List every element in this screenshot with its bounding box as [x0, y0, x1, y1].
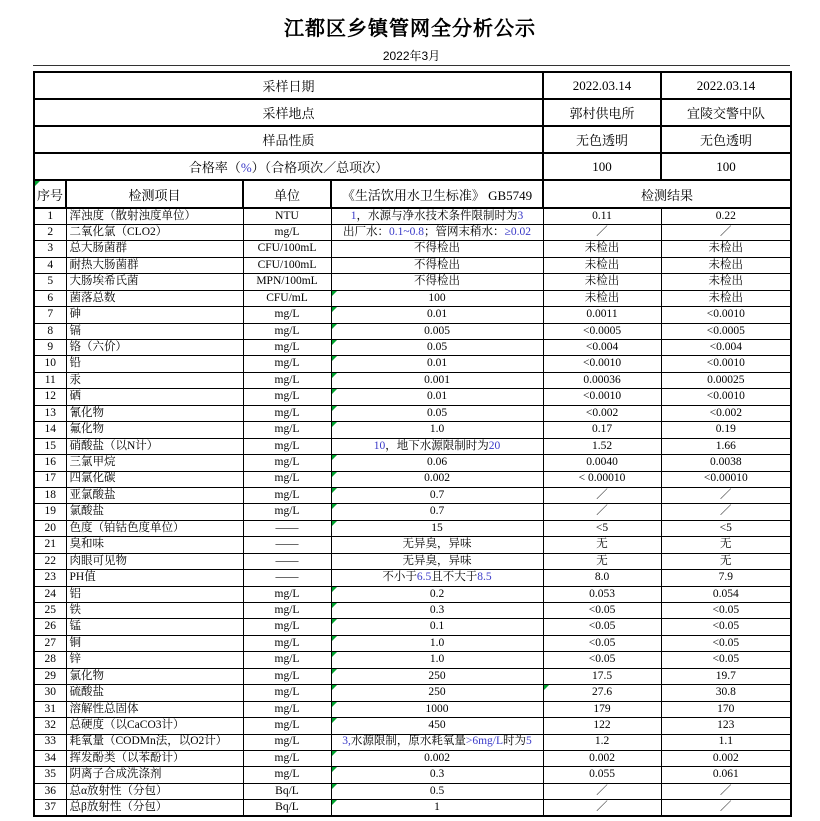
item-name: 总大肠菌群 [66, 241, 243, 257]
info-value-2: 100 [661, 153, 791, 180]
table-row [34, 635, 791, 651]
table-row [34, 438, 791, 454]
standard-limit: 10，地下水源限制时为20 [331, 438, 543, 454]
item-name: 大肠埃希氏菌 [66, 274, 243, 290]
result-2: <0.004 [661, 340, 791, 356]
item-name: 耗氧量（CODMn法，以O2计） [66, 734, 243, 750]
table-row [34, 668, 791, 684]
result-2: 0.0038 [661, 455, 791, 471]
result-2: 0.002 [661, 750, 791, 766]
item-name: 铝 [66, 586, 243, 602]
standard-limit: 0.7 [331, 487, 543, 503]
result-1: 未检出 [543, 257, 661, 273]
row-number: 2 [34, 224, 66, 240]
row-number: 27 [34, 635, 66, 651]
table-row [34, 701, 791, 717]
table-row [34, 323, 791, 339]
result-2: <0.05 [661, 635, 791, 651]
info-rows [34, 72, 791, 180]
info-label: 采样地点 [34, 99, 543, 126]
standard-limit: 不得检出 [331, 274, 543, 290]
standard-limit: 3,水源限制，原水耗氧量>6mg/L时为5 [331, 734, 543, 750]
unit: —— [243, 520, 331, 536]
result-1: 1.2 [543, 734, 661, 750]
table-row [34, 208, 791, 224]
unit: mg/L [243, 372, 331, 388]
unit: mg/L [243, 586, 331, 602]
result-2: <0.0005 [661, 323, 791, 339]
row-number: 13 [34, 405, 66, 421]
unit: mg/L [243, 734, 331, 750]
table-row [34, 750, 791, 766]
unit: —— [243, 553, 331, 569]
result-1: <0.0010 [543, 389, 661, 405]
table-row [34, 718, 791, 734]
info-row [34, 153, 791, 180]
column-header-row [34, 180, 791, 208]
row-number: 10 [34, 356, 66, 372]
result-1: 179 [543, 701, 661, 717]
row-number: 3 [34, 241, 66, 257]
result-1: <0.05 [543, 652, 661, 668]
result-1: 未检出 [543, 274, 661, 290]
result-2: 1.66 [661, 438, 791, 454]
standard-limit: 0.001 [331, 372, 543, 388]
unit: NTU [243, 208, 331, 224]
row-number: 37 [34, 800, 66, 816]
result-2: <0.05 [661, 603, 791, 619]
standard-limit: 1.0 [331, 652, 543, 668]
result-2: ／ [661, 504, 791, 520]
row-number: 12 [34, 389, 66, 405]
result-1: <0.004 [543, 340, 661, 356]
standard-limit: 0.1 [331, 619, 543, 635]
standard-limit: 0.002 [331, 471, 543, 487]
standard-limit: 0.3 [331, 767, 543, 783]
info-value-2: 宜陵交警中队 [661, 99, 791, 126]
row-number: 17 [34, 471, 66, 487]
page-title: 江都区乡镇管网全分析公示 [284, 18, 536, 40]
row-number: 16 [34, 455, 66, 471]
column-header-item: 检测项目 [66, 180, 243, 208]
info-value-1: 100 [543, 153, 661, 180]
unit: —— [243, 570, 331, 586]
result-2: 无 [661, 553, 791, 569]
result-1: 8.0 [543, 570, 661, 586]
result-1: < 0.00010 [543, 471, 661, 487]
result-1: <0.0010 [543, 356, 661, 372]
result-2: 1.1 [661, 734, 791, 750]
result-2: <0.05 [661, 619, 791, 635]
result-1: 0.002 [543, 750, 661, 766]
unit: mg/L [243, 323, 331, 339]
table-row [34, 603, 791, 619]
item-name: 阴离子合成洗涤剂 [66, 767, 243, 783]
unit: mg/L [243, 356, 331, 372]
unit: mg/L [243, 668, 331, 684]
row-number: 32 [34, 718, 66, 734]
unit: mg/L [243, 603, 331, 619]
info-row [34, 72, 791, 99]
info-value-1: 无色透明 [543, 126, 661, 153]
row-number: 33 [34, 734, 66, 750]
unit: CFU/100mL [243, 241, 331, 257]
row-number: 23 [34, 570, 66, 586]
result-1: 1.52 [543, 438, 661, 454]
table-row [34, 767, 791, 783]
table-row [34, 307, 791, 323]
info-label: 合格率（%）（合格项次／总项次） [34, 153, 543, 180]
result-1: <5 [543, 520, 661, 536]
standard-limit: 1.0 [331, 422, 543, 438]
result-1: <0.05 [543, 619, 661, 635]
result-2: 7.9 [661, 570, 791, 586]
item-name: 锰 [66, 619, 243, 635]
result-1: ／ [543, 800, 661, 816]
result-2: 30.8 [661, 685, 791, 701]
unit: mg/L [243, 635, 331, 651]
unit: mg/L [243, 455, 331, 471]
table-row [34, 734, 791, 750]
result-1: <0.05 [543, 603, 661, 619]
item-name: 硝酸盐（以N计） [66, 438, 243, 454]
result-1: ／ [543, 224, 661, 240]
item-name: 菌落总数 [66, 290, 243, 306]
row-number: 7 [34, 307, 66, 323]
table-row [34, 455, 791, 471]
item-name: 臭和味 [66, 537, 243, 553]
result-1: 0.053 [543, 586, 661, 602]
item-name: 氯化物 [66, 668, 243, 684]
standard-limit: 0.01 [331, 307, 543, 323]
standard-limit: 1.0 [331, 635, 543, 651]
item-name: 铁 [66, 603, 243, 619]
item-name: 铜 [66, 635, 243, 651]
standard-limit: 0.06 [331, 455, 543, 471]
standard-limit: 1000 [331, 701, 543, 717]
unit: mg/L [243, 422, 331, 438]
item-name: 色度（铂钴色度单位） [66, 520, 243, 536]
table-row [34, 520, 791, 536]
standard-limit: 0.05 [331, 340, 543, 356]
unit: mg/L [243, 224, 331, 240]
row-number: 11 [34, 372, 66, 388]
column-header-result: 检测结果 [543, 180, 791, 208]
result-2: <0.00010 [661, 471, 791, 487]
table-row [34, 372, 791, 388]
row-number: 34 [34, 750, 66, 766]
item-name: 硒 [66, 389, 243, 405]
row-number: 31 [34, 701, 66, 717]
row-number: 19 [34, 504, 66, 520]
standard-limit: 250 [331, 685, 543, 701]
table-row [34, 537, 791, 553]
table-row [34, 405, 791, 421]
row-number: 20 [34, 520, 66, 536]
unit: Bq/L [243, 800, 331, 816]
row-number: 21 [34, 537, 66, 553]
column-header-no: 序号 [34, 180, 66, 208]
result-2: 0.054 [661, 586, 791, 602]
info-value-2: 无色透明 [661, 126, 791, 153]
item-name: 氰化物 [66, 405, 243, 421]
result-1: 0.0011 [543, 307, 661, 323]
standard-limit: 15 [331, 520, 543, 536]
row-number: 29 [34, 668, 66, 684]
page-subtitle: 2022年3月 [382, 49, 441, 63]
unit: mg/L [243, 685, 331, 701]
column-header-standard: 《生活饮用水卫生标准》 GB5749 [331, 180, 543, 208]
standard-limit: 450 [331, 718, 543, 734]
unit: mg/L [243, 504, 331, 520]
standard-limit: 0.7 [331, 504, 543, 520]
result-1: 122 [543, 718, 661, 734]
row-number: 14 [34, 422, 66, 438]
unit: mg/L [243, 619, 331, 635]
table-row [34, 570, 791, 586]
item-name: 汞 [66, 372, 243, 388]
standard-limit: 0.2 [331, 586, 543, 602]
info-label: 采样日期 [34, 72, 543, 99]
result-1: 27.6 [543, 685, 661, 701]
item-name: 二氧化氯（CLO2） [66, 224, 243, 240]
row-number: 9 [34, 340, 66, 356]
table-row [34, 274, 791, 290]
table-row [34, 241, 791, 257]
standard-limit: 不得检出 [331, 241, 543, 257]
row-number: 24 [34, 586, 66, 602]
item-name: 耐热大肠菌群 [66, 257, 243, 273]
result-1: <0.05 [543, 635, 661, 651]
unit: mg/L [243, 438, 331, 454]
table-row [34, 553, 791, 569]
unit: mg/L [243, 718, 331, 734]
result-2: <0.05 [661, 652, 791, 668]
info-value-2: 2022.03.14 [661, 72, 791, 99]
row-number: 5 [34, 274, 66, 290]
standard-limit: 不小于6.5且不大于8.5 [331, 570, 543, 586]
result-2: 未检出 [661, 257, 791, 273]
unit: mg/L [243, 750, 331, 766]
result-2: 123 [661, 718, 791, 734]
info-label: 样品性质 [34, 126, 543, 153]
result-2: 未检出 [661, 241, 791, 257]
info-value-1: 郭村供电所 [543, 99, 661, 126]
unit: —— [243, 537, 331, 553]
row-number: 26 [34, 619, 66, 635]
unit: mg/L [243, 767, 331, 783]
result-1: ／ [543, 487, 661, 503]
unit: Bq/L [243, 783, 331, 799]
row-number: 8 [34, 323, 66, 339]
table-row [34, 471, 791, 487]
unit: CFU/100mL [243, 257, 331, 273]
result-2: 未检出 [661, 274, 791, 290]
item-name: 硫酸盐 [66, 685, 243, 701]
standard-limit: 100 [331, 290, 543, 306]
result-1: 0.17 [543, 422, 661, 438]
result-2: 无 [661, 537, 791, 553]
item-name: 浑浊度（散射浊度单位） [66, 208, 243, 224]
result-2: 170 [661, 701, 791, 717]
result-2: 0.00025 [661, 372, 791, 388]
standard-limit: 不得检出 [331, 257, 543, 273]
column-header-unit: 单位 [243, 180, 331, 208]
item-name: 挥发酚类（以苯酚计） [66, 750, 243, 766]
item-name: 镉 [66, 323, 243, 339]
result-2: 0.061 [661, 767, 791, 783]
table-row [34, 290, 791, 306]
result-2: <5 [661, 520, 791, 536]
item-name: PH值 [66, 570, 243, 586]
data-rows [34, 208, 791, 816]
row-number: 1 [34, 208, 66, 224]
item-name: 铬（六价） [66, 340, 243, 356]
item-name: 亚氯酸盐 [66, 487, 243, 503]
standard-limit: 250 [331, 668, 543, 684]
standard-limit: 0.05 [331, 405, 543, 421]
table-row [34, 356, 791, 372]
row-number: 18 [34, 487, 66, 503]
result-1: 无 [543, 537, 661, 553]
result-1: 未检出 [543, 241, 661, 257]
item-name: 氯酸盐 [66, 504, 243, 520]
row-number: 28 [34, 652, 66, 668]
result-1: ／ [543, 783, 661, 799]
unit: mg/L [243, 701, 331, 717]
result-1: 0.11 [543, 208, 661, 224]
standard-limit: 0.01 [331, 356, 543, 372]
standard-limit: 无异臭，异味 [331, 537, 543, 553]
row-number: 6 [34, 290, 66, 306]
table-row [34, 340, 791, 356]
unit: MPN/100mL [243, 274, 331, 290]
item-name: 砷 [66, 307, 243, 323]
row-number: 25 [34, 603, 66, 619]
result-1: ／ [543, 504, 661, 520]
result-2: ／ [661, 783, 791, 799]
standard-limit: 1，水源与净水技术条件限制时为3 [331, 208, 543, 224]
info-row [34, 99, 791, 126]
item-name: 溶解性总固体 [66, 701, 243, 717]
row-number: 36 [34, 783, 66, 799]
result-2: <0.0010 [661, 307, 791, 323]
result-2: 未检出 [661, 290, 791, 306]
row-number: 30 [34, 685, 66, 701]
info-value-1: 2022.03.14 [543, 72, 661, 99]
table-row [34, 586, 791, 602]
unit: CFU/mL [243, 290, 331, 306]
unit: mg/L [243, 652, 331, 668]
result-1: 0.00036 [543, 372, 661, 388]
item-name: 总β放射性（分包） [66, 800, 243, 816]
analysis-table [33, 71, 792, 817]
result-2: <0.002 [661, 405, 791, 421]
standard-limit: 0.002 [331, 750, 543, 766]
table-row [34, 685, 791, 701]
table-row [34, 422, 791, 438]
result-2: ／ [661, 224, 791, 240]
table-row [34, 619, 791, 635]
item-name: 总硬度（以CaCO3计） [66, 718, 243, 734]
result-1: 无 [543, 553, 661, 569]
result-2: ／ [661, 800, 791, 816]
result-1: <0.0005 [543, 323, 661, 339]
result-2: 0.22 [661, 208, 791, 224]
item-name: 总α放射性（分包） [66, 783, 243, 799]
unit: mg/L [243, 340, 331, 356]
unit: mg/L [243, 405, 331, 421]
row-number: 15 [34, 438, 66, 454]
item-name: 锌 [66, 652, 243, 668]
table-row [34, 783, 791, 799]
item-name: 氟化物 [66, 422, 243, 438]
table-row [34, 487, 791, 503]
result-2: 0.19 [661, 422, 791, 438]
standard-limit: 0.5 [331, 783, 543, 799]
subtitle-rule [33, 47, 790, 66]
result-1: 0.0040 [543, 455, 661, 471]
standard-limit: 0.01 [331, 389, 543, 405]
unit: mg/L [243, 389, 331, 405]
unit: mg/L [243, 487, 331, 503]
unit: mg/L [243, 307, 331, 323]
unit: mg/L [243, 471, 331, 487]
standard-limit: 0.3 [331, 603, 543, 619]
result-2: ／ [661, 487, 791, 503]
result-2: <0.0010 [661, 356, 791, 372]
standard-limit: 出厂水：0.1~0.8；管网末稍水：≥0.02 [331, 224, 543, 240]
result-1: <0.002 [543, 405, 661, 421]
result-1: 0.055 [543, 767, 661, 783]
row-number: 4 [34, 257, 66, 273]
result-2: <0.0010 [661, 389, 791, 405]
item-name: 三氯甲烷 [66, 455, 243, 471]
row-number: 35 [34, 767, 66, 783]
item-name: 肉眼可见物 [66, 553, 243, 569]
table-row [34, 652, 791, 668]
item-name: 四氯化碳 [66, 471, 243, 487]
table-row [34, 504, 791, 520]
table-row [34, 224, 791, 240]
standard-limit: 无异臭，异味 [331, 553, 543, 569]
table-row [34, 800, 791, 816]
standard-limit: 1 [331, 800, 543, 816]
table-row [34, 257, 791, 273]
table-row [34, 389, 791, 405]
result-1: 17.5 [543, 668, 661, 684]
row-number: 22 [34, 553, 66, 569]
standard-limit: 0.005 [331, 323, 543, 339]
result-2: 19.7 [661, 668, 791, 684]
info-row [34, 126, 791, 153]
result-1: 未检出 [543, 290, 661, 306]
item-name: 铅 [66, 356, 243, 372]
